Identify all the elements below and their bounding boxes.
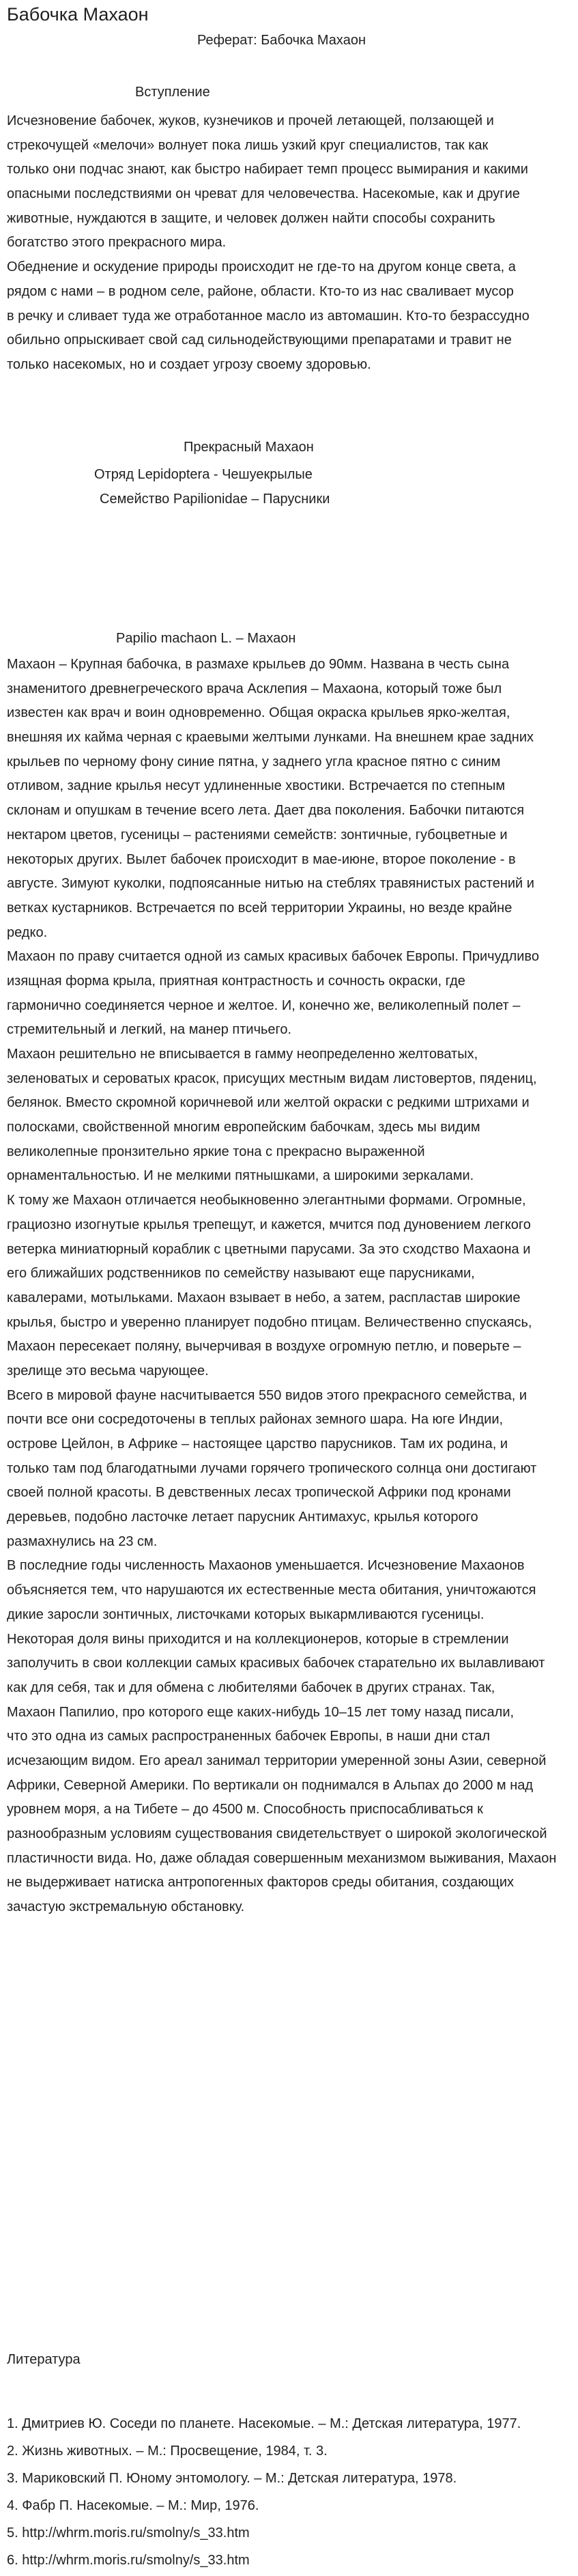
text-line: дикие заросли зонтичных, листочками которых выкармливаются гусеницы.: [7, 1607, 485, 1622]
text-line: отливом, задние крылья несут удлиненные хвостики. Встречается по степным: [7, 778, 506, 794]
text-line: крыльев по черному фону синие пятна, у заднего угла красное пятно с синим: [7, 754, 501, 769]
text-line: Махаон пересекает поляну, вычерчивая в воздухе огромную петлю, и поверьте –: [7, 1339, 521, 1355]
text-line: зеленоватых и сероватых красок, присущих местным видам листовертов, пядениц,: [7, 1071, 537, 1086]
text-line: ветерка миниатюрный кораблик с цветными парусами. За это сходство Махаона и: [7, 1241, 531, 1257]
text-line: внешняя их кайма черная с краевыми желтыми лунками. На внешнем крае задних: [7, 730, 534, 746]
text-line: стремительный и легкий, на манер птичьего.: [7, 1022, 292, 1038]
text-line: разнообразным условиям существования свидетельствует о широкой экологической: [7, 1826, 547, 1841]
section-heading-beautiful-swallowtail: Прекрасный Махаон: [184, 440, 314, 455]
text-line: крылья, быстро и уверенно планирует подобно птицам. Величественно спускаясь,: [7, 1314, 532, 1330]
intro-text: [7, 109, 530, 378]
reference-item: 5. http://whrm.moris.ru/smolny/s_33.htm: [7, 2525, 250, 2540]
text-line: животные, нуждаются в защите, и человек должен найти способы сохранить: [7, 210, 495, 226]
reference-item: 1. Дмитриев Ю. Соседи по планете. Насекомые. – М.: Детская литература, 1977.: [7, 2416, 521, 2431]
taxonomy-family: Семейство Papilionidae – Парусники: [100, 492, 330, 507]
text-line: зрелище это весьма чарующее.: [7, 1363, 209, 1378]
text-line: грациозно изогнутые крылья трепещут, и кажется, мчится под дуновением легкого: [7, 1217, 531, 1232]
taxonomy-order: Отряд Lepidoptera - Чешуекрылые: [94, 467, 313, 482]
text-line: его ближайших родственников по семейству называют еще парусниками,: [7, 1266, 475, 1282]
species-heading: Papilio machaon L. – Махаон: [116, 631, 296, 646]
text-line: редко.: [7, 924, 48, 940]
text-line: Махаон по праву считается одной из самых красивых бабочек Европы. Причудливо: [7, 949, 539, 965]
text-line: своей полной красоты. В девственных лесах тропической Африки под кронами: [7, 1485, 511, 1501]
text-line: Исчезновение бабочек, жуков, кузнечиков и прочей летающей, ползающей и: [7, 113, 494, 128]
text-line: уровнем моря, а на Тибете – до 4500 м. Способность приспосабливаться к: [7, 1802, 483, 1817]
document-subtitle: Реферат: Бабочка Махаон: [197, 33, 366, 48]
text-line: что это одна из самых распространенных бабочек Европы, в наши дни стал: [7, 1729, 491, 1744]
reference-item: 4. Фабр П. Насекомые. – М.: Мир, 1976.: [7, 2498, 259, 2513]
text-line: не выдерживает натиска антропогенных факторов среды обитания, создающих: [7, 1875, 515, 1891]
text-line: полосками, свойственной многим европейским бабочкам, здесь мы видим: [7, 1120, 480, 1135]
text-line: обильно опрыскивает свой сад сильнодействующими препаратами и травит не: [7, 332, 512, 348]
text-line: размахнулись на 23 см.: [7, 1533, 158, 1549]
main-text: [7, 653, 556, 1920]
text-line: нектаром цветов, гусеницы – растениями семейств: зонтичные, губоцветные и: [7, 827, 508, 843]
text-line: богатство этого прекрасного мира.: [7, 235, 227, 251]
text-line: орнаментальностью. И не мелкими пятнышками, а широкими зеркалами.: [7, 1168, 474, 1184]
literature-heading: Литература: [7, 2352, 81, 2367]
text-line: Всего в мировой фауне насчитывается 550 видов этого прекрасного семейства, и: [7, 1387, 528, 1403]
text-line: Обеднение и оскудение природы происходит не где-то на другом конце света, а: [7, 259, 516, 275]
text-line: только они подчас знают, как быстро набирает темп процесс вымирания и какими: [7, 162, 528, 178]
text-line: К тому же Махаон отличается необыкновенно элегантными формами. Огромные,: [7, 1193, 526, 1208]
text-line: почти все они сосредоточены в теплых районах земного шара. На юге Индии,: [7, 1412, 504, 1428]
text-line: Махаон Папилио, про которого еще каких-нибудь 10–15 лет тому назад писали,: [7, 1704, 515, 1720]
text-line: зачастую экстремальную обстановку.: [7, 1899, 245, 1915]
text-line: знаменитого древнегреческого врача Асклепия – Махаона, который тоже был: [7, 681, 502, 696]
text-line: как для себя, так и для обмена с любителями бабочек в других странах. Так,: [7, 1680, 495, 1695]
text-line: Махаон решительно не вписывается в гамму неопределенно желтоватых,: [7, 1047, 478, 1062]
text-line: Африки, Северной Америки. По вертикали он поднимался в Альпах до 2000 м над: [7, 1777, 534, 1793]
text-line: В последние годы численность Махаонов уменьшается. Исчезновение Махаонов: [7, 1558, 525, 1574]
reference-item: 2. Жизнь животных. – М.: Просвещение, 1984, т. 3.: [7, 2444, 328, 2459]
text-line: Некоторая доля вины приходится и на коллекционеров, которые в стремлении: [7, 1631, 509, 1647]
text-line: августе. Зимуют куколки, подпоясанные нитью на стеблях травянистых растений и: [7, 876, 534, 892]
text-line: кавалерами, мотыльками. Махаон взывает в небо, а затем, распластав широкие: [7, 1290, 521, 1305]
text-line: объясняется тем, что нарушаются их естественные места обитания, уничтожаются: [7, 1583, 536, 1598]
text-line: только насекомых, но и создает угрозу своему здоровью.: [7, 356, 371, 372]
intro-heading: Вступление: [135, 85, 210, 100]
text-line: только там под благодатными лучами горячего тропического солнца они достигают: [7, 1460, 537, 1476]
text-line: заполучить в свои коллекции самых красивых бабочек старательно их вылавливают: [7, 1656, 545, 1671]
text-line: гармонично соединяется черное и желтое. И, конечно же, великолепный полет –: [7, 997, 521, 1013]
text-line: пластичности вида. Но, даже обладая совершенным механизмом выживания, Махаон: [7, 1850, 557, 1866]
text-line: исчезающим видом. Его ареал занимал территории умеренной зоны Азии, северной: [7, 1753, 547, 1768]
text-line: стрекочущей «мелочи» волнует пока лишь узкий круг специалистов, так как: [7, 137, 489, 153]
text-line: белянок. Вместо скромной коричневой или желтой окраски с редкими штрихами и: [7, 1095, 530, 1111]
text-line: Махаон – Крупная бабочка, в размахе крыльев до 90мм. Названа в честь сына: [7, 657, 510, 672]
text-line: некоторых других. Вылет бабочек происходит в мае-июне, второе поколение - в: [7, 851, 516, 867]
text-line: известен как врач и воин одновременно. Общая окраска крыльев ярко-желтая,: [7, 705, 510, 721]
text-line: в речку и сливает туда же отработанное масло из автомашин. Кто-то безрассудно: [7, 308, 530, 324]
text-line: изящная форма крыла, приятная контрастность и сочность окраски, где: [7, 973, 465, 989]
text-line: ветках кустарников. Встречается по всей территории Украины, но везде крайне: [7, 900, 512, 916]
text-line: великолепные пронзительно яркие тона с прекрасно выраженной: [7, 1144, 425, 1159]
document-title: Бабочка Махаон: [7, 4, 149, 25]
text-line: склонам и опушкам в течение всего лета. Дает два поколения. Бабочки питаются: [7, 803, 525, 819]
text-line: деревьев, подобно ласточке летает парусник Антимахус, крылья которого: [7, 1510, 478, 1525]
text-line: острове Цейлон, в Африке – настоящее царство парусников. Там их родина, и: [7, 1436, 508, 1452]
text-line: опасными последствиями он чреват для человечества. Насекомые, как и другие: [7, 186, 520, 202]
text-line: рядом с нами – в родном селе, районе, области. Кто-то из нас сваливает мусор: [7, 283, 514, 299]
reference-item: 3. Мариковский П. Юному энтомологу. – М.: Детская литература, 1978.: [7, 2471, 457, 2486]
reference-item: 6. http://whrm.moris.ru/smolny/s_33.htm: [7, 2553, 250, 2568]
references-list: [7, 2410, 521, 2574]
